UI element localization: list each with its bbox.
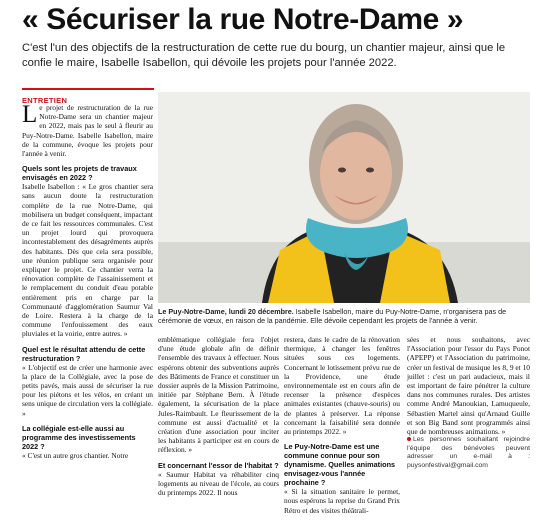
caption-text: Isabelle Isabellon, maire du Puy-Notre-Dame, n'organisera pas de cérémonie de vœux, en raison de la pandémie. Elle dévoile cependant les projets de l'année à venir. xyxy=(158,307,507,325)
article-headline: « Sécuriser la rue Notre-Dame » xyxy=(22,3,464,36)
answer-habitat-start: « Saumur Habitat va réhabiliter cinq logements au niveau de l'école, au cours du printemps 2022. Il nous xyxy=(158,469,279,498)
answer-projects: Isabelle Isabellon : « Le gros chantier sera sans aucun doute la restructuration complète de la rue Notre-Dame, qui mobilisera un budget conséquent, impactant de ce fait les ressources communales. C'est un projet lourd qui provoquera incontestablement des désagréments auprès des habitants. Dès que cela sera possible, une réunion publique sera organisée pour expliquer le projet. Ce chantier verra la rénovation complète de l'assainissement et le remplacement du conduit d'eau potable entièrement pris en charge par la Communauté d'agglomération Saumur Val de Loire. Restera à la charge de la commune l'enfouissement des eaux pluviales et la voirie, entre autres. » xyxy=(22,182,153,339)
answer-habitat-end: restera, dans le cadre de la rénovation thermique, à changer les fenêtres situées sous ces logements. Concernant le lotissement prévu rue de la Providence, une étude environnementale est en cours afin de recenser la présence d'espèces animales existantes (chauve-souris) ou de plantes à préserver. La réponse concernant la faisabilité sera donnée au printemps 2022. » xyxy=(284,335,400,437)
column-1 xyxy=(22,103,153,460)
intro-paragraph xyxy=(22,103,153,158)
volunteer-note xyxy=(407,436,530,470)
caption-place-date: Le Puy-Notre-Dame, lundi 20 décembre. xyxy=(158,307,294,316)
photo-caption xyxy=(158,307,530,325)
answer-animations-end: sées et nous souhaitons, avec l'Association pour l'essor du Pays Ponot (APEPP) et l'Association du patrimoine, créer un festival de musique les 8, 9 et 10 juillet : c'est un pari audacieux, mais il est important de faire pénétrer la culture dans nos communes rurales. Des artistes comme André Manoukian, Lamuqueule, Sébastien Martel ainsi qu'Arnaud Guille et son Big Band sont programmés ainsi que de nombreuses animations. » xyxy=(407,335,530,437)
drop-cap: L xyxy=(22,101,38,128)
intro-text: e projet de restructuration de la rue Notre-Dame sera un chantier majeur en 2022, mais pas le seul à fleurir au Puy-Notre-Dame. Isabelle Isabellon, maire de la commune, évoque les projets pour l'année à venir. xyxy=(22,103,153,159)
rubric-text: ENTRETIEN xyxy=(22,96,68,105)
question-projects: Quels sont les projets de travaux envisagés en 2022 ? xyxy=(22,164,137,183)
answer-collegiale-end: emblématique collégiale fera l'objet d'une étude globale afin de définir l'ensemble des travaux à effectuer. Nous espérons obtenir des subventions auprès des Bâtiments de France et constituer un dossier auprès de la Mission Patrimoine, initiée par Stéphane Bern. À l'étude également, la sécurisation de la place Jules-Raimbault. Le fleurissement de la commune est aussi d'actualité et la création d'une association pour inciter les habitants à participer est en cours de réflexion. » xyxy=(158,335,279,455)
bullet-icon xyxy=(407,437,411,441)
portrait-photo xyxy=(158,92,530,303)
article-lead: C'est l'un des objectifs de la restructuration de cette rue du bourg, un chantier majeur, ainsi que le confie le maire, Isabelle Isabellon, qui dévoile les projets pour l'année 2022. xyxy=(22,42,506,69)
column-4 xyxy=(407,335,530,470)
question-animations: Le Puy-Notre-Dame est une commune connue pour son dynamisme. Quelles animations envisagez-vous l'année prochaine ? xyxy=(284,442,396,488)
question-collegiale: La collégiale est-elle aussi au programme des investissements 2022 ? xyxy=(22,423,136,451)
answer-collegiale-start: « C'est un autre gros chantier. Notre xyxy=(22,450,129,460)
column-3 xyxy=(284,335,400,515)
column-2 xyxy=(158,335,279,497)
answer-animations-start: « Si la situation sanitaire le permet, nous espérons la reprise du Grand Prix Rétro et des visites théâtrali- xyxy=(284,487,400,515)
question-result: Quel est le résultat attendu de cette restructuration ? xyxy=(22,344,146,363)
answer-result: « L'objectif est de créer une harmonie avec la place de la Collégiale, avec la pose de petits pavés, mais aussi de sécuriser la rue pour les piétons et les vélos, en créant un sens unique de circulation vers la collégiale. » xyxy=(22,362,153,418)
question-habitat: Et concernant l'essor de l'habitat ? xyxy=(158,460,279,470)
volunteer-note-text: Les personnes souhaitant rejoindre l'équipe des bénévoles peuvent adresser un e-mail à : puysonfestival@gmail.com xyxy=(407,436,530,469)
